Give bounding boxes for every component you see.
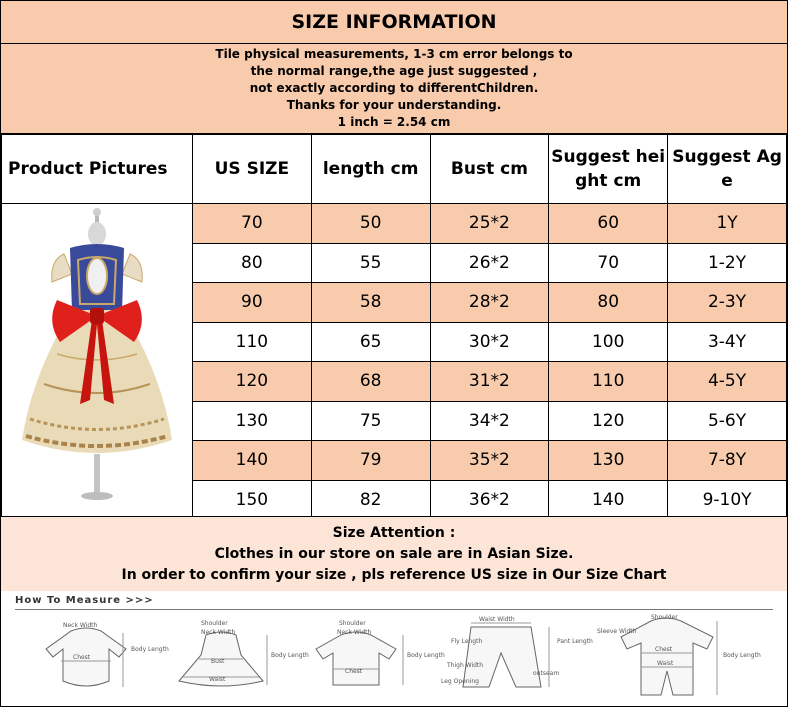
- size-attention: [1, 516, 787, 592]
- age-cell: 1Y: [668, 204, 787, 244]
- chest-label: Chest: [73, 654, 91, 661]
- bust-cell: 26*2: [430, 243, 549, 283]
- bust-cell: 35*2: [430, 441, 549, 481]
- shoulder-label: Shoulder: [651, 614, 678, 621]
- waist-label: Waist: [657, 660, 674, 667]
- length-cell: 55: [311, 243, 430, 283]
- height-cell: 140: [549, 480, 668, 520]
- header-suggest-height: Suggest hei ght cm: [549, 135, 668, 204]
- shoulder-label: Shoulder: [339, 620, 366, 627]
- age-cell: 2-3Y: [668, 283, 787, 323]
- us-size-cell: 80: [193, 243, 312, 283]
- body-length-label: Body Length: [131, 646, 169, 653]
- height-cell: 110: [549, 362, 668, 402]
- outseam-label: outseam: [533, 670, 560, 677]
- waist-label: Waist: [209, 676, 226, 683]
- height-cell: 70: [549, 243, 668, 283]
- us-size-cell: 90: [193, 283, 312, 323]
- thigh-width-label: Thigh Width: [447, 662, 484, 669]
- size-table: [1, 134, 787, 520]
- us-size-cell: 150: [193, 480, 312, 520]
- bust-cell: 30*2: [430, 322, 549, 362]
- chest-label: Chest: [345, 668, 363, 675]
- us-size-cell: 120: [193, 362, 312, 402]
- sleeve-width-label: Sleeve Width: [597, 628, 637, 635]
- table-row: [2, 204, 787, 244]
- height-cell: 130: [549, 441, 668, 481]
- tshirt-diagram: [316, 632, 403, 685]
- bust-cell: 34*2: [430, 401, 549, 441]
- age-cell: 3-4Y: [668, 322, 787, 362]
- attention-heading: Size Attention :: [332, 524, 456, 541]
- neck-width-label: Neck Width: [63, 622, 98, 629]
- pant-length-label: Pant Length: [557, 638, 593, 645]
- age-cell: 1-2Y: [668, 243, 787, 283]
- shoulder-label: Shoulder: [201, 620, 228, 627]
- attention-line: Clothes in our store on sale are in Asian Size.: [214, 545, 574, 562]
- length-cell: 82: [311, 480, 430, 520]
- product-picture-cell: [2, 204, 193, 520]
- body-length-label: Body Length: [407, 652, 445, 659]
- leg-opening-label: Leg Opening: [441, 678, 479, 685]
- bust-cell: 28*2: [430, 283, 549, 323]
- length-cell: 65: [311, 322, 430, 362]
- waist-width-label: Waist Width: [479, 616, 515, 623]
- bust-cell: 31*2: [430, 362, 549, 402]
- chest-label: Chest: [655, 646, 673, 653]
- header-us-size: US SIZE: [193, 135, 312, 204]
- note-line: 1 inch = 2.54 cm: [337, 115, 451, 129]
- table-header-row: [2, 135, 787, 204]
- fly-length-label: Fly Length: [451, 638, 483, 645]
- us-size-cell: 130: [193, 401, 312, 441]
- us-size-cell: 140: [193, 441, 312, 481]
- age-cell: 7-8Y: [668, 441, 787, 481]
- note-line: Thanks for your understanding.: [286, 98, 502, 112]
- measurement-note: [1, 44, 787, 134]
- length-cell: 79: [311, 441, 430, 481]
- neck-width-label: Neck Width: [201, 629, 236, 636]
- attention-line: In order to confirm your size , pls reference US size in Our Size Chart: [121, 566, 667, 583]
- bust-label: Bust: [211, 658, 225, 665]
- measure-diagrams: [1, 591, 787, 706]
- header-length: length cm: [311, 135, 430, 204]
- note-line: the normal range,the age just suggested ,: [250, 64, 538, 78]
- bust-cell: 25*2: [430, 204, 549, 244]
- dress-image: [2, 204, 192, 514]
- length-cell: 68: [311, 362, 430, 402]
- length-cell: 75: [311, 401, 430, 441]
- length-cell: 50: [311, 204, 430, 244]
- size-information-title: SIZE INFORMATION: [1, 1, 787, 44]
- height-cell: 100: [549, 322, 668, 362]
- us-size-cell: 110: [193, 322, 312, 362]
- age-cell: 5-6Y: [668, 401, 787, 441]
- age-cell: 9-10Y: [668, 480, 787, 520]
- us-size-cell: 70: [193, 204, 312, 244]
- header-suggest-age: Suggest Ag e: [668, 135, 787, 204]
- how-to-measure-heading: How To Measure >>>: [15, 595, 154, 606]
- neck-width-label: Neck Width: [337, 629, 372, 636]
- age-cell: 4-5Y: [668, 362, 787, 402]
- bust-cell: 36*2: [430, 480, 549, 520]
- note-line: not exactly according to differentChildren.: [249, 81, 539, 95]
- how-to-measure: [1, 591, 787, 706]
- body-length-label: Body Length: [723, 652, 761, 659]
- header-bust: Bust cm: [430, 135, 549, 204]
- height-cell: 120: [549, 401, 668, 441]
- length-cell: 58: [311, 283, 430, 323]
- body-length-label: Body Length: [271, 652, 309, 659]
- height-cell: 60: [549, 204, 668, 244]
- header-product-pictures: Product Pictures: [2, 135, 193, 204]
- height-cell: 80: [549, 283, 668, 323]
- note-line: Tile physical measurements, 1-3 cm error belongs to: [215, 47, 573, 61]
